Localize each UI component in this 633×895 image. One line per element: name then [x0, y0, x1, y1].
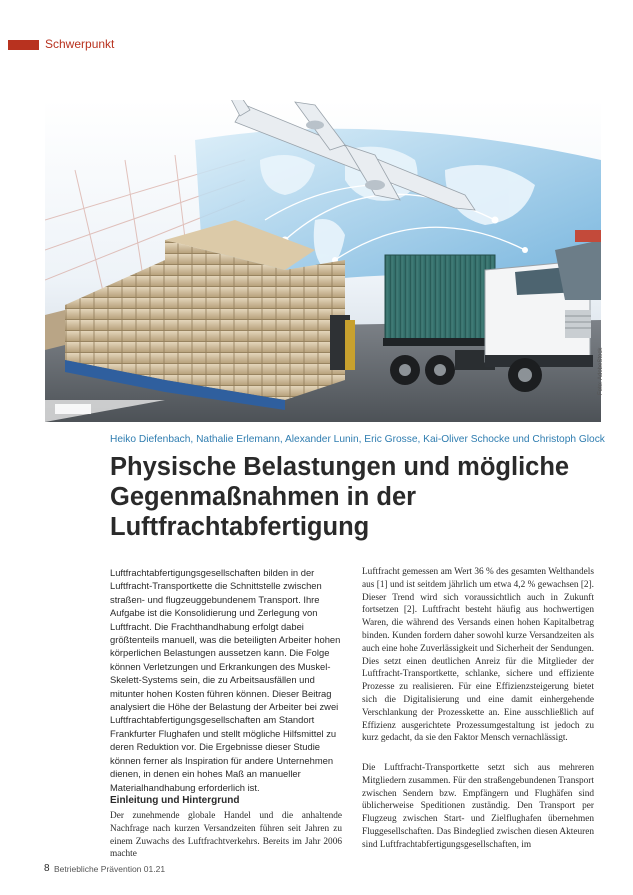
publication-info: Betriebliche Prävention 01.21	[54, 864, 166, 874]
section-marker	[8, 40, 39, 50]
body-text-left: Der zunehmende globale Handel und die anhaltende Nachfrage nach kurzen Versandzeiten führen seit Jahren zu einem Zuwachs des Luftfrachtverkehrs. Bereits im Jahr 2006 machte	[110, 811, 342, 860]
section-label: Schwerpunkt	[45, 37, 115, 51]
hero-image	[45, 100, 601, 422]
body-text-right-paragraph-1: Luftfracht gemessen am Wert 36 % des gesamten Welthandels aus [1] und ist seitdem jährlich um etwa 4,2 % gewachsen [2]. Dieser Trend wird sich voraussichtlich auch in Zukunft fortsetzen [2]. Luftfracht besteht häufig aus hochwertigen Waren, die während des Versands einen hohen Kapitalbetrag binden. Kunden fordern daher sowohl kurze Versandzeiten als auch eine hohe Zuverlässigkeit und Sicherheit der Sendungen. Dies setzt einen deutlichen Anreiz für die Mitglieder der Luftfracht-Transportkette, schlanke, sichere und effiziente Prozesse zu realisieren. Für eine Effizienzsteigerung bietet sich die Digitalisierung und eine damit einhergehende Verschlankung der Prozesskette an. Eine ausschließlich auf Effizienz ausgerichtete Prozessumgestaltung ist jedoch zu kurz gedacht, da sie den Faktor Mensch vernachlässigt.	[362, 567, 594, 744]
body-text-right-paragraph-2: Die Luftfracht-Transportkette setzt sich aus mehreren Mitgliedern zusammen. Für den straßengebundenen Transport zwischen Sendern bzw. Empfängern und Flughäfen sind üblicherweise Speditionen zuständig. Den Transport per Flugzeug zwischen Start- und Zielflughafen übernehmen Fluggesellschaften. Das Bindeglied zwischen diesen Akteuren sind Luftfrachtabfertigungsgesellschaften, im	[362, 763, 594, 850]
article-authors: Heiko Diefenbach, Nathalie Erlemann, Alexander Lunin, Eric Grosse, Kai-Oliver Schocke und Christoph Glock	[110, 434, 605, 445]
article-abstract: Luftfrachtabfertigungsgesellschaften bilden in der Luftfracht-Transportkette die Schnittstelle zwischen straßen- und flugzeuggebundenem Transport. Ihre Aufgabe ist die Konsolidierung und Zerlegung von Luftfracht. Die Frachthandhabung erfolgt dabei größtenteils manuell, was die beteiligten Arbeiter hohen körperlichen Belastungen aussetzen kann. Die Folge können Verletzungen und Erkrankungen des Muskel-Skelett-Systems sein, die zu Arbeitsausfällen und mitunter hohen Kosten führen können. Dieser Beitrag analysiert die Höhe der Belastung der Arbeiter bei zwei Luftfrachtabfertigungsgesellschaften am Standort Frankfurter Flughafen und stellt mögliche Hilfsmittel zu deren Reduktion vor. Die Ergebnisse dieser Studie können ferner als Inspiration für andere Unternehmen dienen, in denen ein hohes Maß an manueller Materialhandhabung erforderlich ist.	[110, 567, 341, 793]
page-number: 8	[44, 863, 50, 874]
article-title: Physische Belastungen und mögliche Gegenmaßnahmen in der Luftfrachtabfertigung	[110, 453, 570, 541]
section-heading: Einleitung und Hintergrund	[110, 795, 240, 806]
photo-credit: Foto: AdobeStock	[598, 347, 604, 395]
